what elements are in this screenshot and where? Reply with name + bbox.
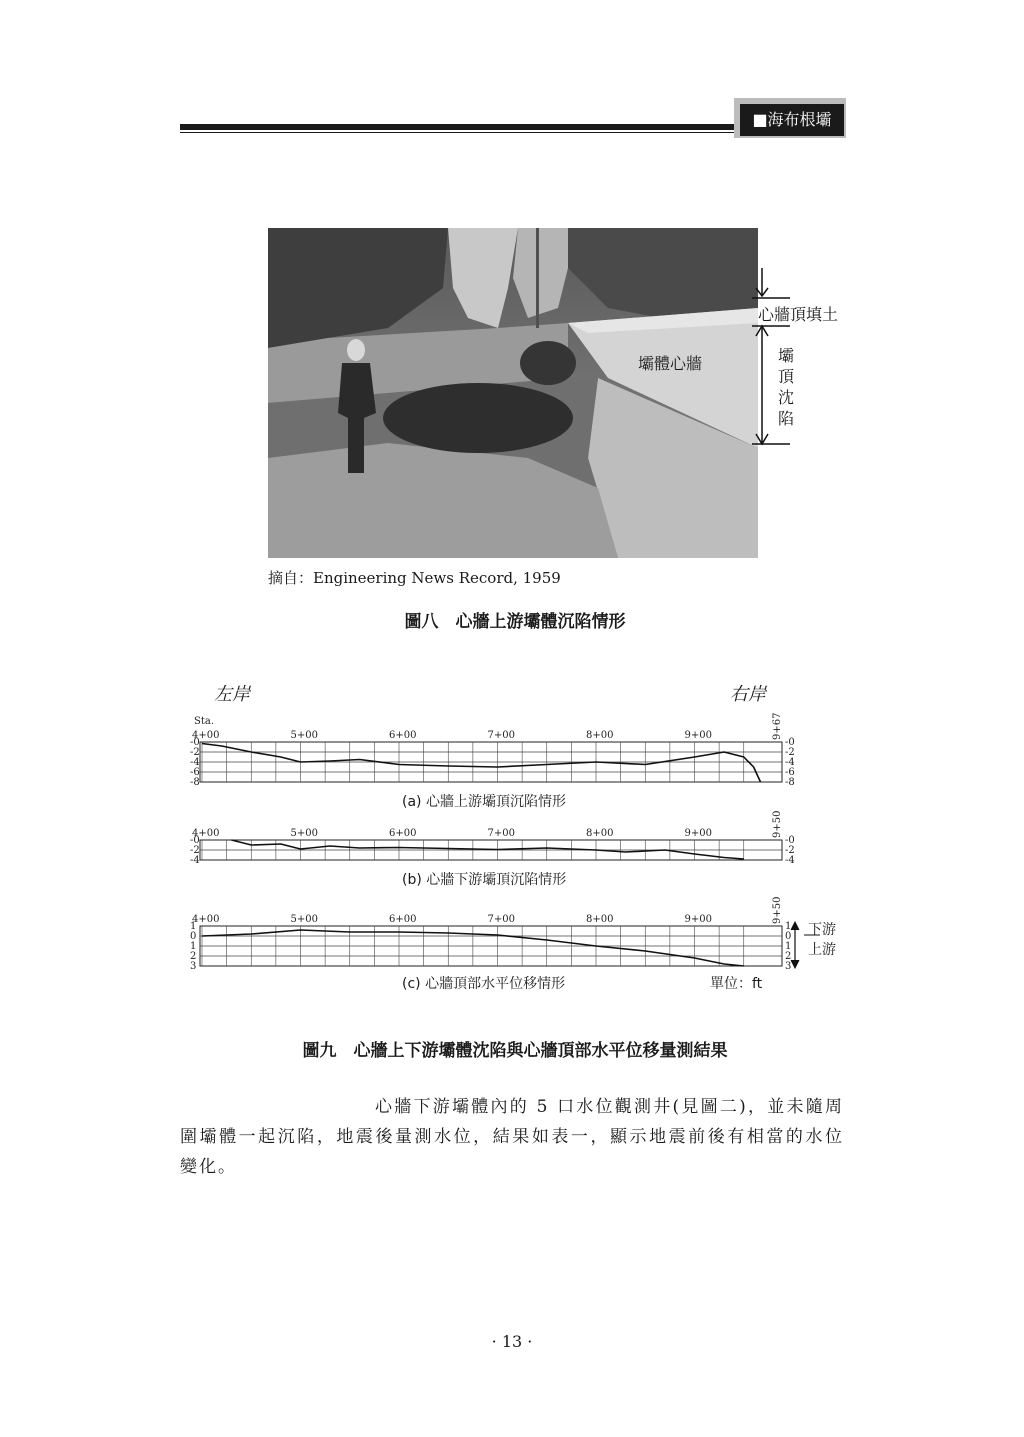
y-tick-label-left: -0: [190, 737, 200, 748]
end-station-label: 9+50: [772, 896, 783, 924]
x-tick-label: 6+00: [389, 828, 417, 839]
x-tick-label: 8+00: [586, 828, 614, 839]
y-tick-label-left: 0: [190, 931, 197, 942]
y-tick-label-right: 1: [785, 941, 792, 952]
y-tick-label-right: 3: [785, 961, 792, 972]
dam-photo-drawing: [268, 228, 758, 558]
header-rule-thin: [180, 132, 740, 133]
x-tick-label: 5+00: [290, 914, 318, 925]
left-bank-label: 左岸: [214, 684, 250, 705]
x-tick-label: 8+00: [586, 914, 614, 925]
right-bank-label: 右岸: [730, 684, 766, 705]
figure9-title: 圖九 心牆上下游壩體沈陷與心牆頂部水平位移量測結果: [302, 1041, 728, 1061]
end-station-label: 9+50: [772, 810, 783, 838]
y-tick-label-left: -4: [190, 855, 200, 866]
settlement-charts: [180, 712, 820, 974]
x-tick-label: 9+00: [684, 730, 712, 741]
page-number: · 13 ·: [491, 1332, 533, 1351]
series-line: [202, 744, 761, 783]
y-tick-label-left: -4: [190, 757, 200, 768]
y-tick-label-left: 3: [190, 961, 197, 972]
direction-arrow-down: [791, 960, 799, 968]
y-tick-label-right: 1: [785, 921, 792, 932]
crest-settlement-label: [776, 345, 796, 429]
direction-arrow-up: [791, 922, 799, 930]
y-tick-label-left: 2: [190, 951, 197, 962]
photo-source-caption: 摘自：Engineering News Record, 1959: [268, 569, 561, 587]
core-wall-label: 壩體心牆: [638, 354, 703, 373]
y-tick-label-right: -8: [785, 777, 795, 788]
header-rule: [180, 124, 740, 130]
crest-settlement-char: 壩: [777, 346, 794, 365]
y-tick-label-right: -0: [785, 835, 795, 846]
x-tick-label: 4+00: [192, 730, 220, 741]
y-tick-label-right: -0: [785, 737, 795, 748]
y-tick-label-left: -0: [190, 835, 200, 846]
upstream-label: 上游: [808, 942, 836, 958]
x-tick-label: 9+00: [684, 828, 712, 839]
y-tick-label-left: 1: [190, 941, 197, 952]
y-tick-label-left: -2: [190, 747, 200, 758]
body-paragraph: 心牆下游壩體內的 5 口水位觀測井(見圖二)，並未隨周圍壩體一起沉陷，地震後量測水位，結果如表一，顯示地震前後有相當的水位變化。: [180, 1097, 844, 1177]
x-tick-label: 9+00: [684, 914, 712, 925]
chart-b-caption: (b) 心牆下游壩頂沉陷情形: [402, 872, 567, 888]
crest-settlement-char: 沈: [777, 388, 794, 407]
y-tick-label-right: -2: [785, 845, 795, 856]
crest-settlement-char: 陷: [777, 409, 794, 428]
x-tick-label: 7+00: [487, 730, 515, 741]
downstream-label: 下游: [808, 922, 836, 938]
x-tick-label: 6+00: [389, 914, 417, 925]
y-tick-label-left: 1: [190, 921, 197, 932]
y-tick-label-left: -8: [190, 777, 200, 788]
sta-label: Sta.: [194, 716, 215, 727]
top-fill-label: 心牆頂填土: [758, 305, 839, 324]
x-tick-label: 4+00: [192, 828, 220, 839]
x-tick-label: 5+00: [290, 730, 318, 741]
y-tick-label-right: -2: [785, 747, 795, 758]
dam-photo: [268, 228, 758, 558]
end-station-label: 9+67: [772, 712, 783, 740]
y-tick-label-right: -4: [785, 757, 795, 768]
x-tick-label: 8+00: [586, 730, 614, 741]
chart-c-caption: (c) 心牆頂部水平位移情形: [402, 976, 566, 992]
section-tab: ■海布根壩: [740, 104, 844, 136]
x-tick-label: 7+00: [487, 914, 515, 925]
y-tick-label-right: -6: [785, 767, 795, 778]
x-tick-label: 4+00: [192, 914, 220, 925]
x-tick-label: 5+00: [290, 828, 318, 839]
crest-settlement-char: 頂: [777, 367, 794, 386]
y-tick-label-left: -6: [190, 767, 200, 778]
unit-label: 單位：ft: [710, 976, 763, 992]
y-tick-label-right: -4: [785, 855, 795, 866]
chart-a-caption: (a) 心牆上游壩頂沉陷情形: [402, 794, 566, 810]
y-tick-label-right: 2: [785, 951, 792, 962]
y-tick-label-left: -2: [190, 845, 200, 856]
x-tick-label: 6+00: [389, 730, 417, 741]
figure8-title: 圖八 心牆上游壩體沉陷情形: [404, 612, 626, 632]
x-tick-label: 7+00: [487, 828, 515, 839]
y-tick-label-right: 0: [785, 931, 792, 942]
series-line: [232, 840, 744, 859]
